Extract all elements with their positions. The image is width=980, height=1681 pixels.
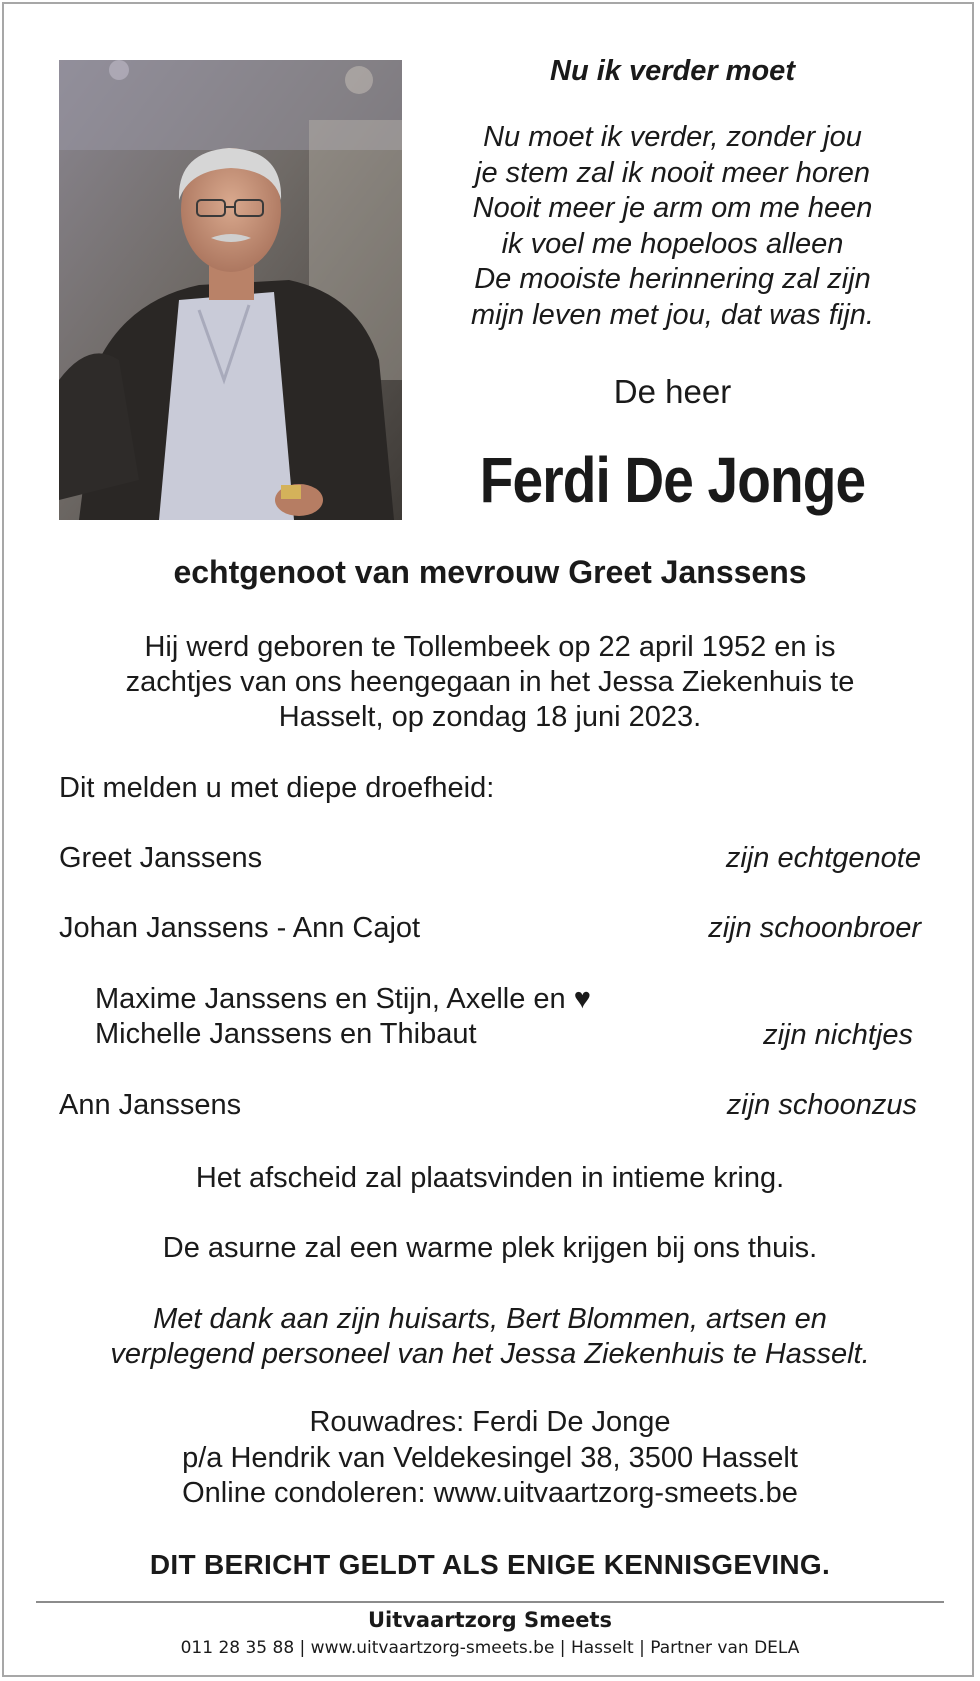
- birth-line: zachtjes van ons heengegaan in het Jessa Ziekenhuis te: [125, 666, 855, 698]
- thanks-line: Met dank aan zijn huisarts, Bert Blommen, artsen en: [153, 1303, 827, 1335]
- poem-line: Nooit meer je arm om me heen: [472, 192, 873, 224]
- farewell-text: Het afscheid zal plaatsvinden in intieme kring.: [195, 1162, 785, 1194]
- footer-contact: 011 28 35 88 | www.uitvaartzorg-smeets.be | Hasselt | Partner van DELA: [180, 1638, 800, 1658]
- footer-divider: [36, 1601, 944, 1603]
- poem-title: Nu ik verder moet: [550, 55, 795, 87]
- family-names: Ann Janssens: [59, 1089, 242, 1121]
- urn-text: De asurne zal een warme plek krijgen bij ons thuis.: [162, 1232, 818, 1264]
- address-line: p/a Hendrik van Veldekesingel 38, 3500 Hasselt: [182, 1441, 798, 1474]
- family-name-line: Maxime Janssens en Stijn, Axelle en ♥: [95, 983, 591, 1015]
- family-relation: zijn schoonbroer: [708, 912, 921, 944]
- poem-lines: [420, 120, 925, 333]
- poem-line: Nu moet ik verder, zonder jou: [483, 121, 862, 153]
- birth-line: Hasselt, op zondag 18 juni 2023.: [278, 701, 702, 733]
- deceased-name: Ferdi De Jonge: [479, 444, 866, 516]
- poem-line: je stem zal ik nooit meer horen: [475, 156, 870, 189]
- family-names: Greet Janssens: [59, 842, 263, 874]
- mourning-address: [0, 1405, 980, 1512]
- family-row: [59, 840, 921, 880]
- announcement-intro: Dit melden u met diepe droefheid:: [59, 772, 495, 804]
- family-names: [95, 982, 591, 1052]
- family-names: Johan Janssens - Ann Cajot: [59, 912, 421, 944]
- poem-line: De mooiste herinnering zal zijn: [474, 263, 871, 295]
- birth-paragraph: [70, 630, 910, 735]
- family-row: [59, 982, 921, 1058]
- family-row: [59, 910, 921, 950]
- condolence-link[interactable]: Online condoleren: www.uitvaartzorg-smeets.be: [182, 1477, 798, 1509]
- poem-line: mijn leven met jou, dat was fijn.: [471, 298, 874, 331]
- family-row: [59, 1087, 921, 1127]
- thanks-paragraph: [0, 1302, 980, 1372]
- family-relation: zijn nichtjes: [763, 1019, 913, 1051]
- family-relation: zijn schoonzus: [726, 1089, 917, 1121]
- salutation: De heer: [613, 373, 732, 410]
- poem-line: ik voel me hopeloos alleen: [501, 227, 844, 260]
- notice-banner: DIT BERICHT GELDT ALS ENIGE KENNISGEVING.: [149, 1549, 831, 1580]
- family-relation: zijn echtgenote: [725, 842, 921, 874]
- poem: [420, 50, 925, 333]
- family-name-line: Michelle Janssens en Thibaut: [95, 1018, 477, 1050]
- address-line: Rouwadres: Ferdi De Jonge: [309, 1406, 671, 1438]
- birth-line: Hij werd geboren te Tollembeek op 22 april 1952 en is: [144, 631, 836, 663]
- thanks-line: verplegend personeel van het Jessa Ziekenhuis te Hasselt.: [110, 1338, 870, 1370]
- portrait-photo: [59, 60, 402, 520]
- spouse-line: echtgenoot van mevrouw Greet Janssens: [173, 554, 807, 590]
- footer-company: Uitvaartzorg Smeets: [367, 1608, 613, 1632]
